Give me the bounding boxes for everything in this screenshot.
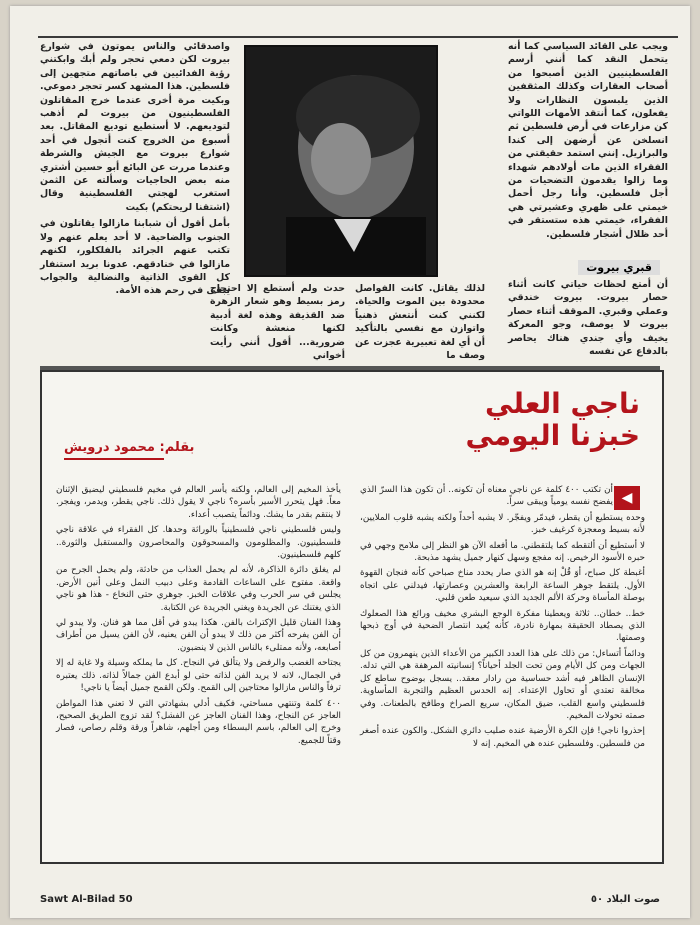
paragraph: يجتاحه الغضب والرفض ولا يتألق في النجاح. كل ما يملكه وسيلة ولا غاية له إلا في الجمال، لانه لا يريد الفن لذاته حتى لو أبدع الفن جمالاً لذاته. ذلك يعتبره ترفاً والناس مازالوا محتاجين إلى القمح. ولكن القمح جميل أيضاً يا ناجي! bbox=[56, 658, 341, 694]
box-title bbox=[465, 388, 640, 452]
title-line-2: خبزنا اليومي bbox=[465, 419, 640, 452]
byline-rule bbox=[64, 458, 164, 460]
paragraph: ٤٠٠ كلمة وتنتهي مساحتي، فكيف أدلي بشهادتي التي لا تعني هذا المواطن العاجز عن النجاح، وهذا الفنان العاجز عن الفشل؟ لقد تزوج الطريق الصحيح، وخرج إلى العالم، باسم البسطاء ومن أجلهم، شاهراً ورقة وقلم رصاص، فصار وقتاً للجميع. bbox=[56, 698, 341, 746]
box-col-right bbox=[360, 484, 645, 753]
article-col-mid2 bbox=[210, 282, 345, 365]
byline: بقلم: محمود درويش bbox=[64, 440, 195, 455]
article-col-mid bbox=[355, 282, 485, 365]
paragraph: أن أمتع لحظات حياتي كانت أثناء حصار بيروت. بيروت خندقي وعملي وقبري. الموقف أثناء حصار بيروت لا يوصف، وجو المعركة يخيف وأي جندي هناك يحاصر بالدفاع عن نفسه bbox=[508, 279, 668, 358]
top-rule bbox=[38, 36, 678, 38]
portrait-photo bbox=[244, 45, 438, 277]
paragraph: وحده يستطيع أن يقطر، فيدمّر ويفجّر. لا يشبه أحداً ولكنه يشبه قلوب الملايين، لأنه بسيط ومعجزة كرغيف خبز. bbox=[360, 512, 645, 536]
paragraph: خط.. خطان.. ثلاثة ويعطينا مفكرة الوجع البشري مخيف ورائع هذا الصعلوك الذي يصطاد الحقيقة بمهارة نادرة، كأنه يُعيد انتصار الضحية في أوج ذبحها وصمتها. bbox=[360, 608, 645, 644]
paragraph: لا أستطيع أن ألتقطه كما يلتقطني. ما أفعله الآن هو النظر إلى ملامح وجهي في حبره الأسود الرخيص. إنه مفجع وسهل كنهار جميل يشهد مذبحة. bbox=[360, 540, 645, 564]
paragraph: إحذروا ناجي! فإن الكرة الأرضية عنده صليب دائري الشكل. والكون عنده أصغر من فلسطين. وفلسطين عنده هي المخيم. إنه لا bbox=[360, 726, 645, 749]
paragraph: لم يغلق دائرة الذاكرة، لأنه لم يحمل العذاب من حادثة، ولم يحمل الجرح من واقعة. مفتوح على الساعات القادمة وعلى دبيب النمل وعلى أنين الأرض. يجلس في سر الحرب وفي علاقات الخبز. جوهري حتى النخاع - هذا هو ناجي الذي يغتنك عن الجريدة ويغني الجريدة عن الكتابة. bbox=[56, 565, 341, 613]
section-subhead: قبري بيروت bbox=[578, 260, 660, 275]
paragraph: وليس فلسطيني ناجي فلسطينياً بالوراثة وحدها. كل الفقراء في علاقة ناجي فلسطينيون. والمظلومون والمسحوقون والمحاصرون والمستقبل والثورة.. كلهم فلسطينيون. bbox=[56, 525, 341, 561]
article-col-right-after bbox=[508, 278, 668, 361]
paragraph: لذلك يقاتل. كانت الفواصل محدودة بين الموت والحياة. لكنني كنت أنتعش ذهنياً واتوازن مع نفسي بالتأكيد أن أي لغة تعبيرية عجزت عن وصف ما bbox=[355, 283, 485, 362]
paragraph: يأخذ المخيم إلى العالم، ولكنه يأسر العالم في مخيم فلسطيني ليضيق الإثنان معاً. فهل يتحرر الأسير بأسره؟ ناجي لا يقول ذلك. ناجي يقطر، ويدمر، ويفجر. لا ينتقم بقدر ما يشك. ودائماً يتصبب أعداء. bbox=[56, 485, 341, 520]
paragraph: أن تكتب ٤٠٠ كلمة عن ناجي معناه أن تكونه.. أن تكون هذا السرّ الذي يفضح نفسه يومياً ويبقى سراً. bbox=[360, 485, 613, 508]
paragraph: ويجب على القائد السياسي كما أنه يتحمل النقد كما أنني أرسم الفلسطينيين الذين أصبحوا من أصحاب العقارات وكذلك المثقفين الذين يلبسون النظارات ولا يفعلون، كما أنتقد الأمهات اللواتي كن مزارعات في أرض فلسطين ثم انسلخن عن أرضهن إلى كندا والبرازيل. إنني استمد حقيقتي من الفقراء الذين مات أولادهم شهداء وما زالوا يقدمون التضحيات من أجل فلسطين. وأنا رجل أحمل خيمتي على ظهري وعشيرتي هي الفقراء، خيمتي هذه ستستقر في أحد ظلال أشجار فلسطين. bbox=[508, 41, 668, 240]
article-col-right bbox=[508, 40, 668, 244]
article-col-left bbox=[40, 40, 230, 301]
paragraph: بأمل أقول أن شبابنا مازالوا يقاتلون في الجنوب والضاحية. لا أحد يعلم عنهم ولا تكتب عنهم الجرائد بالفلكلور، لكنهم مازالوا في خنادقهم. عدونا بريد استنفار كل القوى الذاتية والنضالية والجواب يبقى في رحم هذه الأمة. bbox=[40, 218, 230, 297]
paragraph: حدث ولم أستطع إلا احتجاج رمز بسيط وهو شعار الزهرة ضد القذيفة وهذه لغة أدبية لكنها منعشة وكانت ضرورية... أقول أنني رأيت أخواني bbox=[210, 283, 345, 362]
paragraph: وهذا الفنان قليل الإكتراث بالفن. هكذا يبدو في أقل مما هو فنان. ولا يبدو لي أن الفن يفرحه أكثر من ذلك لا يبدو أن الفن يعنيه، لأن الفن يسيل من أطراف أصابعه، ولأنه ممتلىء بالناس الذين لا ينضبون. bbox=[56, 618, 341, 653]
title-line-1: ناجي العلي bbox=[485, 387, 640, 420]
footer-left: Sawt Al-Bilad 50 bbox=[40, 894, 133, 905]
footer-right: صوت البلاد ٥٠ bbox=[590, 894, 660, 905]
drop-mark-icon: ◀ bbox=[614, 486, 640, 510]
paragraph: أغبطة كل صباح، أوَ قُلْ إنه هو الذي صار يحدد مناخ صباحي كأنه فنجان القهوة الأول. يلتقط جوهر الساعة الرابعة والعشرين وعصارتها، فيدلني على اتجاه بوصلة المأساة وحركة الألم الجديد الذي سيعيد طعن قلبي. bbox=[360, 568, 645, 604]
paragraph: واصدقائي والناس يموتون في شوارع بيروت لكن دمعي تحجر ولم أبك وابكتني رؤية الفدائيين في باصاتهم متجهين إلى فلسطين. هذا المشهد كسر تحجر دموعي. وبكيت مرة أخرى عندما خرج المقاتلون الفلسطينيون من بيروت لم أذهب لتوديعهم. لا أستطيع توديع المقاتل. بعد أسبوع من الخروج كنت أتجول في أحد شوارع بيروت مع الجيش والشرطة وعندما مررت عن البائع أبو حسين أشتري منه بعض الحاجيات وسألته عن الثمن استغرب لهجتي الفلسطينية وقال (اشتقنا لريحتكم) بكيت bbox=[40, 41, 230, 213]
paragraph: ودائماً أتساءل: من ذلك على هذا العدد الكبير من الأعداء الذين ينهمرون من كل الجهات ومن كل الأيام ومن تحت الجلد أحياناً؟ إنسانيته المرهفة هي التي تدله. الإنسان الظاهر فيه أشد حساسية من رادار معقد.. يسجل بوضوح ساطع كل مخالفة تعتدي أو تحاول الإعتداء. إنه الحدس العظيم والتجربة المأساوية. فلسطيني واسع القلب، ضيق المكان، سريع الصراخ وطافح بالطعنات. وفي صمته تحولات المخيم. bbox=[360, 648, 645, 721]
box-col-left bbox=[56, 484, 341, 750]
portrait-photo-svg bbox=[246, 47, 436, 275]
